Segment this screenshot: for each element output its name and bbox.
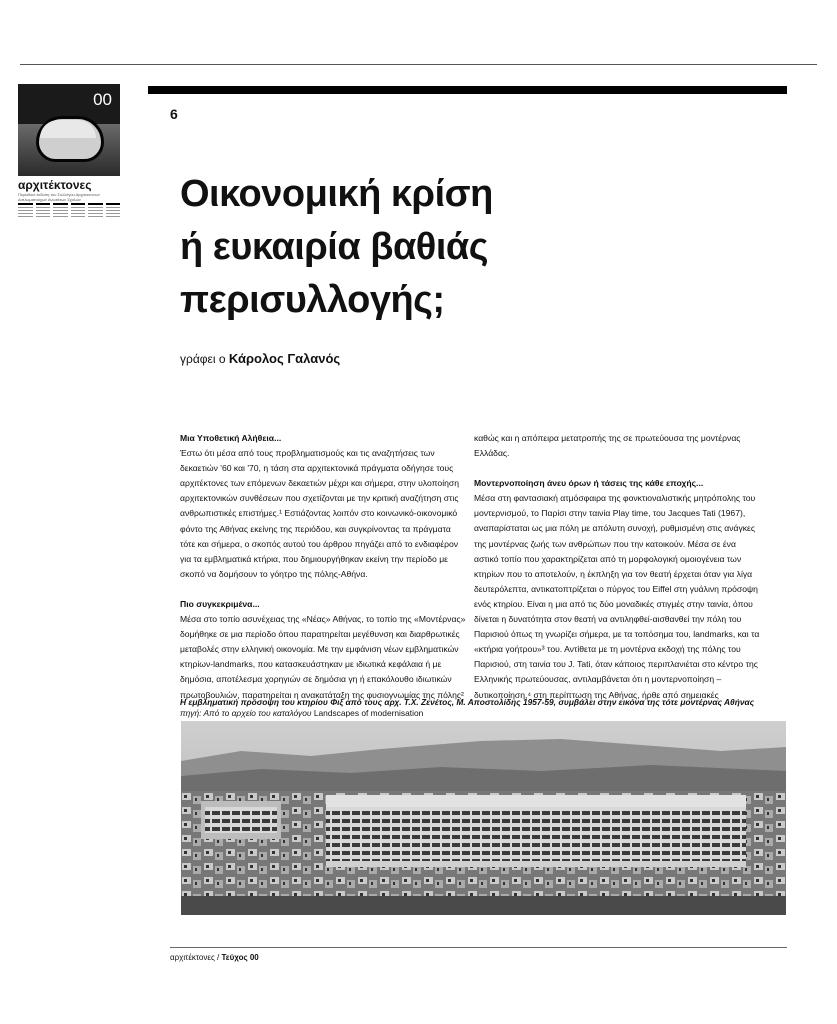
byline: γράφει ο Κάρολος Γαλανός <box>180 351 341 366</box>
footer: αρχιτέκτονες / Τεύχος 00 <box>170 953 259 962</box>
photo-caption: Η εμβληματική πρόσοψη του κτηρίου Φιξ από τους αρχ. Τ.Χ. Ζενέτος, Μ. Αποστολίδης 1957-59, συμβάλει στην εικόνα της τότε μοντέρνας Αθήνας πηγή: Από το αρχείο του καταλόγου Landscapes of modernisation <box>180 697 755 718</box>
paragraph: Μέσα στο τοπίο ασυνέχειας της «Νέας» Αθήνας, το τοπίο της «Μοντέρνας» δομήθηκε σε μια περίοδο όπου παρατηρείται μεγέθυνση και διαρθρωτικές μεταβολές στην ελληνική οικονομία. Με την εμφάνιση νέων εμβληματικών κτηρίων-landmarks, που κατασκευάστηκαν με ιδιωτικά κεφάλαια ή με δημόσια, αποτέλεσμα χορηγιών σε δημόσια γη ή επακόλουθο ιδιωτικών πρωτοβουλιών, παρατηρείται η ανακατάταξη της φυσιογνωμίας της πόλης² <box>180 614 466 700</box>
paragraph: Μέσα στη φαντασιακή ατμόσφαιρα της φονκτιοναλιστικής μητρόπολης του μοντερνισμού, το Παρίσι στην ταινία Play time, του Jacques Tati (1967), αναπαρίσταται ως μια πόλη με απόλυτη συνοχή, ρυθμισμένη στις ανάγκες της μοντέρνας ζωής των ανθρώπων που την κατοικούν. Μέσα σε ένα αστικό τοπίο που χαρακτηρίζεται από τη μορφολογική ομοιογένεια των κτηρίων που το αποτελούν, η έκπληξη για τον θεατή έρχεται όταν για λίγα δευτερόλεπτα, αντικατοπτρίζεται ο πύργος του Eiffel στη γυάλινη πρόσοψη ενός κτηρίου. Είναι η μια από τις δύο μοναδικές στιγμές στην ταινία, όπου δίνεται η δυνατότητα στον θεατή να αντιληφθεί-αισθανθεί την πόλη του Παρισιού όπως τη γνωρίζει σήμερα, με τα τοπόσημα του, landmarks, και τα «κτήρια γοήτρου»³ του. Αντίθετα με τη μοντέρνα εκδοχή της πόλης του Παρισιού, στη ταινία του J. Tati, όταν κάποιος περιπλανιέται στο κέντρο της Ελληνικής πρωτεύουσας, αντιλαμβάνεται ότι η μοντερνοποίηση – δυτικοποίηση,⁴ στη περίπτωση της Αθήνας, ήρθε από σημειακές <box>474 493 760 700</box>
section-heading: Μοντερνοποίηση άνευ όρων ή τάσεις της κάθε εποχής... <box>474 478 704 489</box>
text-column-right <box>474 431 762 703</box>
footer-rule <box>170 947 787 948</box>
footer-issue: Τεύχος 00 <box>221 953 259 962</box>
header-bar <box>148 86 787 94</box>
cover-subtitle: Περιοδικό έκδοση του Συλλόγου Αρχιτεκτόνων Διπλωματούχων Ανωτάτων Σχολών <box>18 192 100 202</box>
top-rule <box>20 64 817 65</box>
author-name: Κάρολος Γαλανός <box>228 351 341 366</box>
cover-columns <box>18 203 120 217</box>
article-title: Οικονομική κρίση ή ευκαιρία βαθιάς περισυλλογής; <box>180 173 493 321</box>
footer-magazine: αρχιτέκτονες <box>170 953 215 962</box>
text-column-left <box>180 431 468 703</box>
page-number: 6 <box>170 106 178 122</box>
city-photo <box>181 721 786 915</box>
cover-title: αρχιτέκτονες <box>18 178 92 192</box>
magazine-cover-thumbnail <box>18 84 120 176</box>
paragraph: καθώς και η απόπειρα μετατροπής της σε πρωτεύουσα της μοντέρνας Ελλάδας. <box>474 433 741 459</box>
issue-number: 00 <box>93 90 112 109</box>
paragraph: Έστω ότι μέσα από τους προβληματισμούς και τις αναζητήσεις των δεκαετιών '60 και '70, η τάση στα αρχιτεκτονικά πράγματα οδήγησε τους αρχιτέκτονες των επόμενων δεκαετιών μέχρι και σήμερα, στην υλοποίηση αρχιτεκτονικών συνθέσεων που σχετίζονται με την κριτική αναζήτηση στις ανθρωπιστικές επιστήμες.¹ Εστιάζοντας λοιπόν στο κοινωνικό-οικονομικό φόντο της Αθήνας εκείνης της περιόδου, και συγκρίνοντας τα πράγματα τότε και σήμερα, ο σκοπός αυτού του άρθρου πηγάζει από το ενδιαφέρον για τα εμβληματικά κτήρια, που δημιουργήθηκαν εκείνη την περίοδο με σκοπό να δομήσουν το γόητρο της πόλης-Αθήνα. <box>180 448 459 579</box>
section-heading: Μια Υποθετική Αλήθεια... <box>180 433 282 443</box>
section-heading: Πιο συγκεκριμένα... <box>180 598 260 609</box>
